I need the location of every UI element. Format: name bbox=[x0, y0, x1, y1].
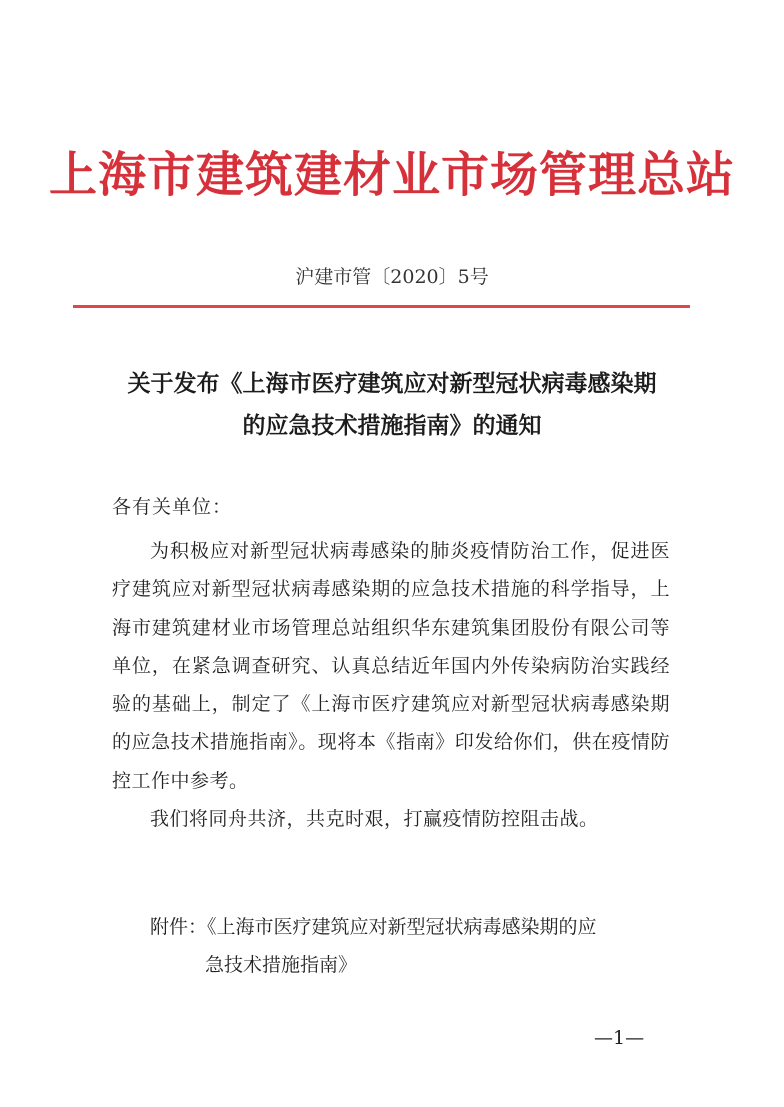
page-number: —1— bbox=[594, 1027, 645, 1049]
red-divider-line bbox=[73, 305, 690, 308]
body-paragraph-2: 我们将同舟共济，共克时艰，打赢疫情防控阻击战。 bbox=[150, 808, 599, 831]
notice-title bbox=[60, 363, 724, 447]
agency-masthead: 上海市建筑建材业市场管理总站 bbox=[48, 147, 735, 203]
attachment-note bbox=[150, 908, 670, 984]
notice-title-line-1: 关于发布《上海市医疗建筑应对新型冠状病毒感染期 bbox=[127, 370, 657, 397]
notice-title-line-2: 的应急技术措施指南》的通知 bbox=[242, 412, 542, 439]
document-number: 沪建市管〔2020〕5号 bbox=[295, 266, 489, 288]
body-paragraph-1: 为积极应对新型冠状病毒感染的肺炎疫情防治工作，促进医疗建筑应对新型冠状病毒感染期的应急技术措施的科学指导，上海市建筑建材业市场管理总站组织华东建筑集团股份有限公司等单位，在紧急调查研究、认真总结近年国内外传染病防治实践经验的基础上，制定了《上海市医疗建筑应对新型冠状病毒感染期的应急技术措施指南》。现将本《指南》印发给你们，供在疫情防控工作中参考。 bbox=[112, 540, 670, 792]
attachment-line-1: 附件：《上海市医疗建筑应对新型冠状病毒感染期的应 bbox=[150, 916, 597, 938]
salutation: 各有关单位： bbox=[112, 496, 233, 518]
attachment-line-2: 急技术措施指南》 bbox=[205, 954, 358, 976]
notice-body bbox=[112, 532, 670, 838]
